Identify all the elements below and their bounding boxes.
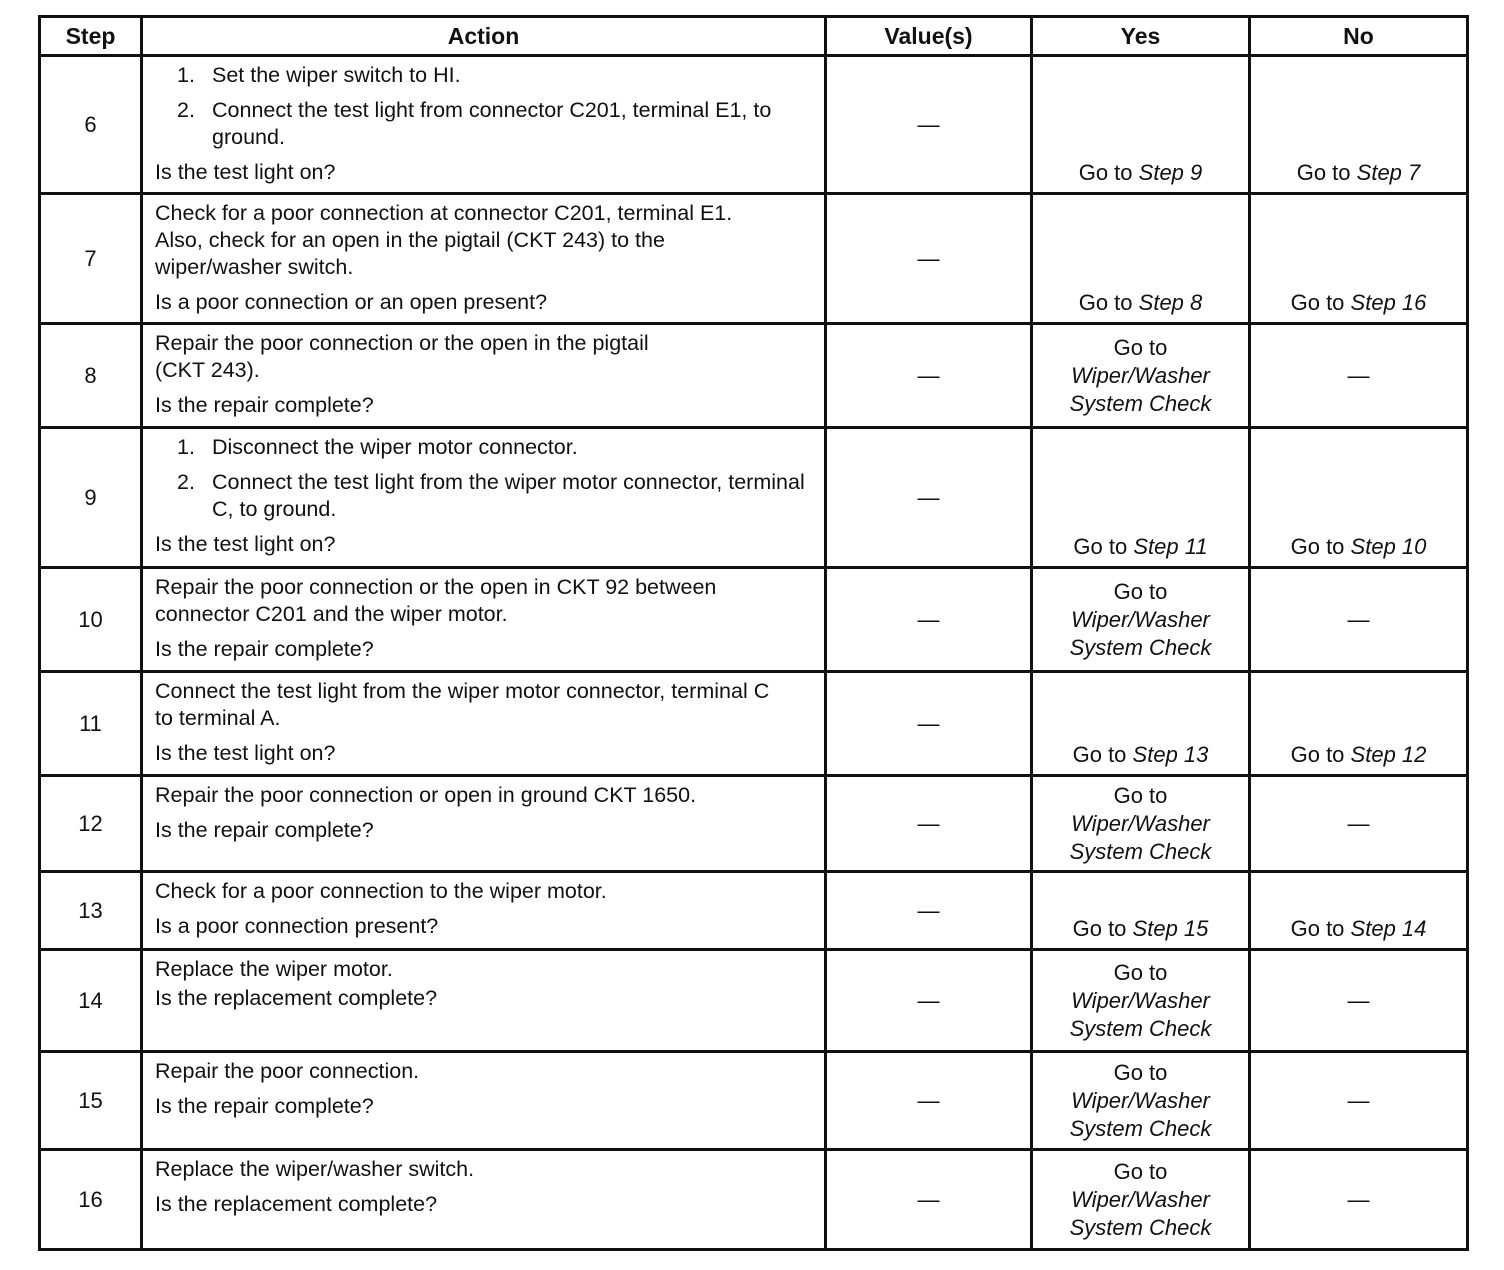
yes-cell: Go to Step 8 (1032, 194, 1250, 324)
action-question: Is the test light on? (155, 532, 336, 556)
action-question: Is a poor connection present? (155, 914, 439, 938)
action-cell (142, 1052, 826, 1150)
value-cell: — (826, 872, 1032, 950)
action-question: Is the repair complete? (155, 818, 374, 842)
action-statement: Repair the poor connection or open in ground CKT 1650. (155, 783, 697, 807)
no-cell: Go to Step 7 (1250, 56, 1468, 194)
yes-cell: Go to Wiper/Washer System Check (1032, 1052, 1250, 1150)
table-row (40, 872, 1468, 950)
action-question: Is the replacement complete? (155, 986, 438, 1010)
action-statement: Check for a poor connection to the wiper motor. (155, 879, 607, 903)
header-action: Action (142, 17, 826, 56)
header-step: Step (40, 17, 142, 56)
action-cell (142, 672, 826, 776)
table-row (40, 568, 1468, 672)
table-row (40, 428, 1468, 568)
action-cell (142, 1150, 826, 1250)
step-number: 11 (40, 672, 142, 776)
action-cell (142, 776, 826, 872)
step-number: 13 (40, 872, 142, 950)
step-number: 6 (40, 56, 142, 194)
yes-cell: Go to Step 13 (1032, 672, 1250, 776)
yes-cell: Go to Step 15 (1032, 872, 1250, 950)
table-row (40, 672, 1468, 776)
value-cell: — (826, 568, 1032, 672)
action-statement: Repair the poor connection. (155, 1059, 420, 1083)
action-question: Is the test light on? (155, 160, 336, 184)
no-cell: — (1250, 568, 1468, 672)
yes-cell: Go to Step 9 (1032, 56, 1250, 194)
no-cell: Go to Step 10 (1250, 428, 1468, 568)
action-statement: Replace the wiper motor. (155, 957, 393, 981)
value-cell: — (826, 776, 1032, 872)
no-cell: Go to Step 12 (1250, 672, 1468, 776)
table-row (40, 950, 1468, 1052)
value-cell: — (826, 672, 1032, 776)
table-row (40, 776, 1468, 872)
diagnostic-table (38, 15, 1469, 1251)
action-statement: Connect the test light from the wiper motor connector, terminal C to terminal A. (155, 679, 770, 730)
action-question: Is the repair complete? (155, 1094, 374, 1118)
substep: 2. Connect the test light from the wiper motor connector, terminal C, to ground. (177, 470, 805, 521)
table-row (40, 56, 1468, 194)
step-number: 9 (40, 428, 142, 568)
yes-cell: Go to Step 11 (1032, 428, 1250, 568)
step-number: 8 (40, 324, 142, 428)
table-row (40, 324, 1468, 428)
step-number: 16 (40, 1150, 142, 1250)
table-row (40, 1052, 1468, 1150)
no-cell: — (1250, 1150, 1468, 1250)
value-cell: — (826, 324, 1032, 428)
action-cell (142, 950, 826, 1052)
substep: 2. Connect the test light from connector C201, terminal E1, to ground. (177, 98, 772, 149)
no-cell: Go to Step 14 (1250, 872, 1468, 950)
action-substeps (155, 62, 814, 151)
action-cell (142, 568, 826, 672)
substep: 1. Set the wiper switch to HI. (177, 63, 461, 87)
step-number: 12 (40, 776, 142, 872)
header-row (40, 17, 1468, 56)
table-row (40, 1150, 1468, 1250)
yes-cell: Go to Wiper/Washer System Check (1032, 776, 1250, 872)
yes-cell: Go to Wiper/Washer System Check (1032, 324, 1250, 428)
value-cell: — (826, 194, 1032, 324)
substep: 1. Disconnect the wiper motor connector. (177, 435, 578, 459)
yes-cell: Go to Wiper/Washer System Check (1032, 1150, 1250, 1250)
action-cell (142, 872, 826, 950)
header-no: No (1250, 17, 1468, 56)
action-statement: Repair the poor connection or the open in CKT 92 between connector C201 and the wiper motor. (155, 575, 717, 626)
step-number: 15 (40, 1052, 142, 1150)
value-cell: — (826, 428, 1032, 568)
action-question: Is the test light on? (155, 741, 336, 765)
action-statement: Replace the wiper/washer switch. (155, 1157, 475, 1181)
action-substeps (155, 434, 814, 523)
header-values: Value(s) (826, 17, 1032, 56)
no-cell: — (1250, 776, 1468, 872)
action-question: Is the repair complete? (155, 637, 374, 661)
yes-cell: Go to Wiper/Washer System Check (1032, 950, 1250, 1052)
value-cell: — (826, 1150, 1032, 1250)
no-cell: — (1250, 324, 1468, 428)
step-number: 7 (40, 194, 142, 324)
action-statement: Repair the poor connection or the open in the pigtail (CKT 243). (155, 331, 649, 382)
value-cell: — (826, 56, 1032, 194)
no-cell: — (1250, 950, 1468, 1052)
step-number: 10 (40, 568, 142, 672)
action-question: Is the repair complete? (155, 393, 374, 417)
action-cell (142, 194, 826, 324)
header-yes: Yes (1032, 17, 1250, 56)
value-cell: — (826, 950, 1032, 1052)
action-cell (142, 56, 826, 194)
table-row (40, 194, 1468, 324)
action-statement: Check for a poor connection at connector C201, terminal E1. Also, check for an open in the pigtail (CKT 243) to the wiper/washer switch. (155, 201, 733, 279)
value-cell: — (826, 1052, 1032, 1150)
action-question: Is the replacement complete? (155, 1192, 438, 1216)
action-cell (142, 428, 826, 568)
no-cell: — (1250, 1052, 1468, 1150)
no-cell: Go to Step 16 (1250, 194, 1468, 324)
step-number: 14 (40, 950, 142, 1052)
yes-cell: Go to Wiper/Washer System Check (1032, 568, 1250, 672)
action-question: Is a poor connection or an open present? (155, 290, 548, 314)
action-cell (142, 324, 826, 428)
